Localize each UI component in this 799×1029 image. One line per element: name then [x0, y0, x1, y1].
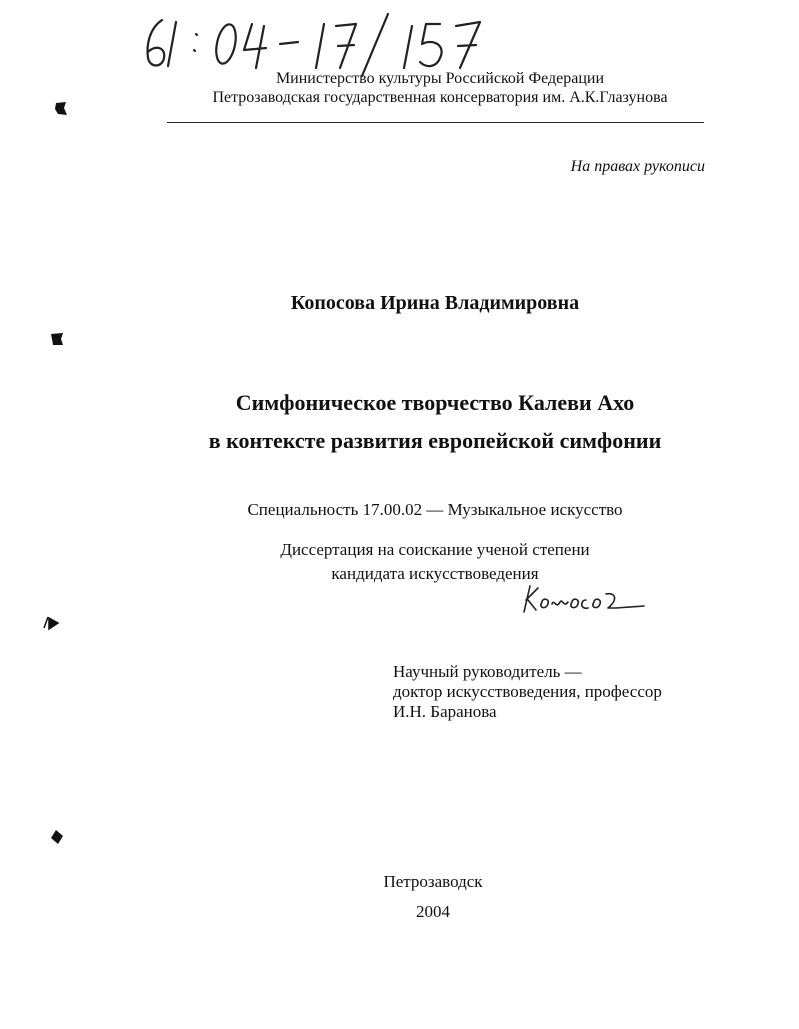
degree-line2: кандидата искусствоведения [331, 564, 539, 583]
advisor-degree: доктор искусствоведения, профессор [393, 682, 662, 701]
manuscript-rights: На правах рукописи [570, 158, 705, 175]
author-name: Копосова Ирина Владимировна [290, 292, 580, 314]
year: 2004 [416, 902, 450, 921]
degree-line1: Диссертация на соискание ученой степени [280, 540, 590, 559]
advisor-name: И.Н. Баранова [393, 702, 497, 721]
scan-artifact-mark [48, 330, 66, 348]
scan-artifact-mark [48, 828, 66, 846]
dissertation-title-line2: в контексте развития европейской симфонии [208, 428, 662, 453]
header-divider [167, 122, 704, 123]
author-signature [520, 578, 650, 618]
city: Петрозаводск [383, 872, 483, 891]
advisor-label: Научный руководитель — [393, 662, 582, 681]
ministry-name: Министерство культуры Российской Федерации [275, 70, 605, 87]
dissertation-title-line1: Симфоническое творчество Калеви Ахо [235, 390, 635, 415]
specialty: Специальность 17.00.02 — Музыкальное искусство [247, 500, 623, 519]
scan-artifact-mark [42, 614, 60, 632]
scan-artifact-mark [52, 100, 70, 118]
institution-name: Петрозаводская государственная консерватория им. А.К.Глазунова [212, 89, 668, 106]
